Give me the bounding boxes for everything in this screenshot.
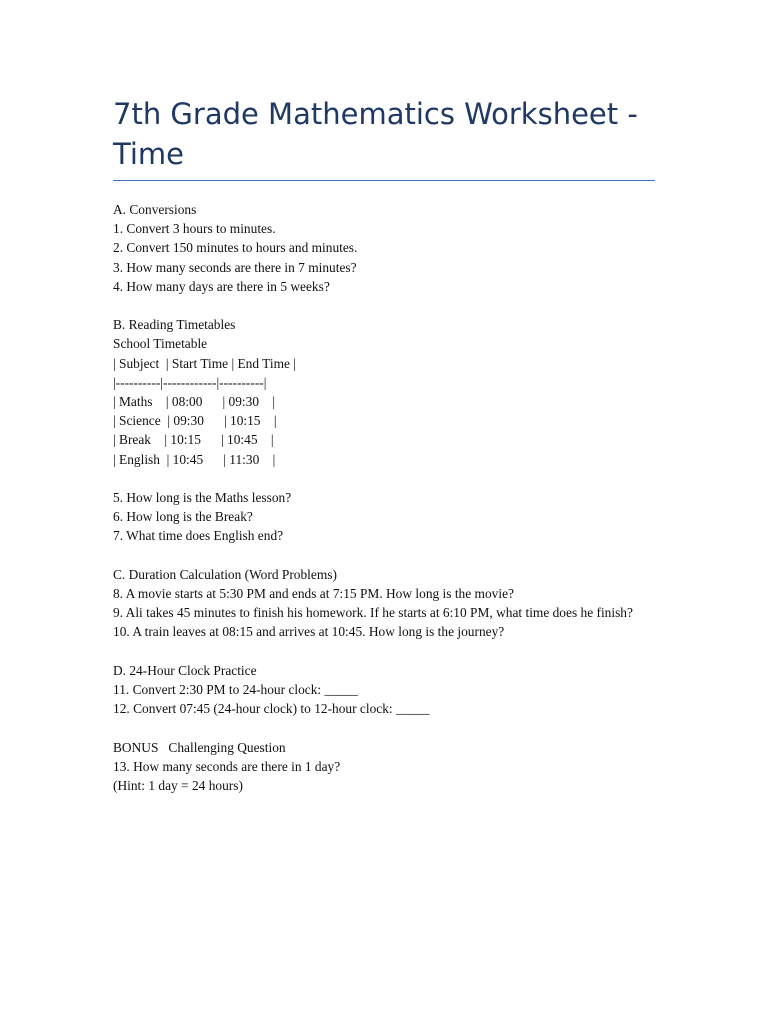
timetable-header-row: | Subject | Start Time | End Time |: [113, 355, 296, 371]
question-2: 2. Convert 150 minutes to hours and minutes.: [113, 240, 358, 256]
section-c-heading: C. Duration Calculation (Word Problems): [113, 566, 337, 582]
question-11: 11. Convert 2:30 PM to 24-hour clock: _____: [113, 682, 358, 698]
timetable-separator-row: |----------|------------|----------|: [113, 374, 267, 390]
timetable-row-english: | English | 10:45 | 11:30 |: [113, 451, 276, 467]
question-4: 4. How many days are there in 5 weeks?: [113, 278, 330, 294]
question-5: 5. How long is the Maths lesson?: [113, 490, 292, 506]
bonus-hint: (Hint: 1 day = 24 hours): [113, 778, 243, 794]
question-9: 9. Ali takes 45 minutes to finish his homework. If he starts at 6:10 PM, what time does he finish?: [113, 605, 633, 621]
question-3: 3. How many seconds are there in 7 minutes?: [113, 259, 357, 275]
section-a-heading: A. Conversions: [113, 202, 197, 217]
bonus-heading: BONUS Challenging Question: [113, 739, 286, 755]
spacer: [113, 718, 653, 737]
timetable-row-science: | Science | 09:30 | 10:15 |: [113, 413, 277, 429]
timetable-row-maths: | Maths | 08:00 | 09:30 |: [113, 394, 276, 410]
spacer: [113, 546, 653, 565]
timetable-row-break: | Break | 10:15 | 10:45 |: [113, 432, 274, 448]
worksheet-title: 7th Grade Mathematics Worksheet - Time: [113, 97, 638, 171]
question-1: 1. Convert 3 hours to minutes.: [113, 221, 276, 237]
timetable-title: School Timetable: [113, 336, 208, 352]
spacer: [113, 642, 653, 661]
question-8: 8. A movie starts at 5:30 PM and ends at 7:15 PM. How long is the movie?: [113, 586, 514, 602]
question-10: 10. A train leaves at 08:15 and arrives at 10:45. How long is the journey?: [113, 624, 505, 640]
question-12: 12. Convert 07:45 (24-hour clock) to 12-hour clock: _____: [113, 701, 430, 717]
worksheet-body: [113, 200, 653, 795]
spacer: [113, 296, 653, 315]
question-6: 6. How long is the Break?: [113, 509, 253, 525]
question-7: 7. What time does English end?: [113, 528, 284, 544]
title-underline: [113, 180, 655, 181]
section-b-heading: B. Reading Timetables: [113, 317, 236, 333]
spacer: [113, 469, 653, 488]
section-d-heading: D. 24-Hour Clock Practice: [113, 662, 257, 678]
question-13: 13. How many seconds are there in 1 day?: [113, 758, 341, 774]
